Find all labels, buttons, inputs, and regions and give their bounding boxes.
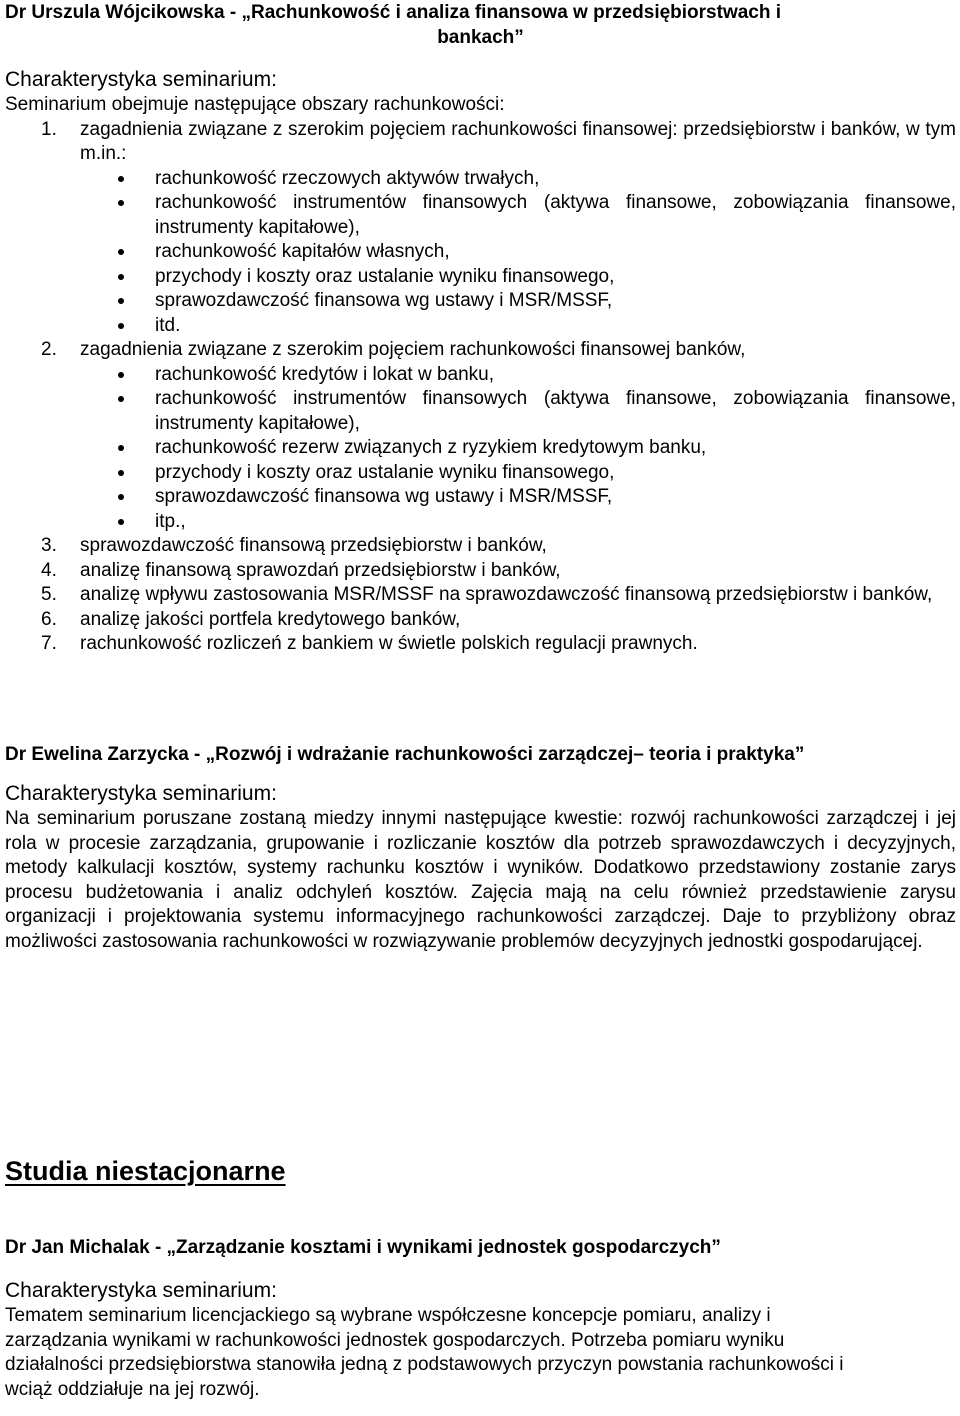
bullet-text: sprawozdawczość finansowa wg ustawy i MSR/MSSF,: [155, 290, 613, 311]
seminar-characteristics-label: Charakterystyka seminarium:: [5, 1279, 277, 1302]
seminar-title: Dr Jan Michalak - „Zarządzanie kosztami i wynikami jednostek gospodarczych”: [5, 1237, 721, 1258]
bullet-text: sprawozdawczość finansowa wg ustawy i MSR/MSSF,: [155, 486, 613, 507]
topic-text: zagadnienia związane z szerokim pojęciem rachunkowości finansowej: przedsiębiorstw i banków, w tym m.in.:: [80, 118, 956, 164]
bullet-text: itp.,: [155, 510, 186, 532]
seminar-description-line: Tematem seminarium licencjackiego są wybrane współczesne koncepcje pomiaru, analizy i: [5, 1305, 771, 1326]
seminar-title: [5, 0, 956, 50]
topic-text: sprawozdawczość finansową przedsiębiorstw i banków,: [80, 535, 547, 556]
topic-number: 3.: [41, 535, 57, 556]
topic-item: [5, 632, 956, 657]
bullet-item: [155, 240, 956, 265]
bullet-text: rachunkowość instrumentów finansowych (aktywa finansowe, zobowiązania finansowe, instrumenty kapitałowe),: [155, 192, 956, 238]
bullet-item: [155, 387, 956, 436]
topic-list: [5, 534, 956, 657]
section-part-time-studies: [5, 1155, 956, 1187]
topic-number: 7.: [41, 633, 57, 654]
seminar-section-wojcikowska: [5, 0, 956, 657]
topic-number: 4.: [41, 559, 57, 581]
bullet-item: [155, 461, 956, 486]
bullet-item: [155, 510, 956, 535]
bullet-text: rachunkowość rzeczowych aktywów trwałych,: [155, 167, 540, 189]
seminar-characteristics-label: Charakterystyka seminarium:: [5, 68, 277, 91]
topic-number: 5.: [41, 584, 57, 605]
bullet-item: [155, 314, 956, 339]
bullet-text: itd.: [155, 314, 181, 336]
seminar-description: Na seminarium poruszane zostaną miedzy innymi następujące kwestie: rozwój rachunkowości zarządczej i jej rola w procesie zarządzania, grupowanie i rozliczanie kosztów dla potrzeb sprawozdawczych i decyzyjnych, metody kalkulacji kosztów, systemy rachunku kosztów i wyników. Dodatkowo przedstawiony zostanie zarys procesu budżetowania i analiz odchyleń kosztów. Zajęcia mają na celu również przedstawienie zarysu organizacji i projektowania systemu informacyjnego rachunkowości zarządczej. Daje to przybliżony obraz możliwości zastosowania rachunkowości w rozwiązywanie problemów decyzyjnych jednostki gospodarującej.: [5, 808, 956, 952]
topic-text: zagadnienia związane z szerokim pojęciem rachunkowości finansowej banków,: [80, 339, 746, 360]
bullet-item: [155, 289, 956, 314]
topic-item: [5, 559, 956, 584]
bullet-list: [5, 363, 956, 535]
topic-number: 1.: [41, 118, 57, 140]
topic-item: [5, 338, 956, 363]
seminar-title-line2: bankach”: [437, 27, 524, 48]
topic-text: analizę finansową sprawozdań przedsiębiorstw i banków,: [80, 559, 561, 581]
bullet-text: rachunkowość instrumentów finansowych (aktywa finansowe, zobowiązania finansowe, instrumenty kapitałowe),: [155, 388, 956, 434]
seminar-title: Dr Ewelina Zarzycka - „Rozwój i wdrażanie rachunkowości zarządczej– teoria i praktyka”: [5, 744, 805, 765]
bullet-text: rachunkowość kredytów i lokat w banku,: [155, 363, 494, 385]
seminar-description-line: wciąż oddziałuje na jej rozwój.: [5, 1378, 260, 1400]
bullet-item: [155, 191, 956, 240]
topic-text: rachunkowość rozliczeń z bankiem w świetle polskich regulacji prawnych.: [80, 633, 698, 654]
bullet-item: [155, 436, 956, 461]
topic-text: analizę wpływu zastosowania MSR/MSSF na sprawozdawczość finansową przedsiębiorstw i banków,: [80, 584, 933, 605]
section-title: Studia niestacjonarne: [5, 1156, 286, 1186]
bullet-item: [155, 363, 956, 388]
topic-list: [5, 118, 956, 167]
bullet-list: [5, 167, 956, 339]
seminar-intro: Seminarium obejmuje następujące obszary rachunkowości:: [5, 94, 505, 115]
seminar-description-line: zarządzania wynikami w rachunkowości jednostek gospodarczych. Potrzeba pomiaru wyniku: [5, 1329, 785, 1351]
seminar-title-line1: Dr Urszula Wójcikowska - „Rachunkowość i analiza finansowa w przedsiębiorstwach i: [5, 2, 782, 23]
topic-number: 2.: [41, 339, 57, 360]
bullet-item: [155, 485, 956, 510]
topic-text: analizę jakości portfela kredytowego banków,: [80, 608, 461, 630]
topic-item: [5, 583, 956, 608]
bullet-text: rachunkowość rezerw związanych z ryzykiem kredytowym banku,: [155, 437, 707, 458]
topic-item: [5, 534, 956, 559]
bullet-item: [155, 167, 956, 192]
bullet-text: przychody i koszty oraz ustalanie wyniku finansowego,: [155, 265, 615, 287]
bullet-text: rachunkowość kapitałów własnych,: [155, 241, 450, 262]
seminar-section-michalak: [5, 1235, 956, 1402]
seminar-characteristics-label: Charakterystyka seminarium:: [5, 782, 277, 805]
topic-number: 6.: [41, 608, 57, 630]
seminar-section-zarzycka: [5, 742, 956, 954]
seminar-description-line: działalności przedsiębiorstwa stanowiła jedną z podstawowych przyczyn powstania rachunkowości i: [5, 1354, 844, 1375]
topic-list: [5, 338, 956, 363]
topic-item: [5, 608, 956, 633]
topic-item: [5, 118, 956, 167]
bullet-item: [155, 265, 956, 290]
bullet-text: przychody i koszty oraz ustalanie wyniku finansowego,: [155, 461, 615, 483]
